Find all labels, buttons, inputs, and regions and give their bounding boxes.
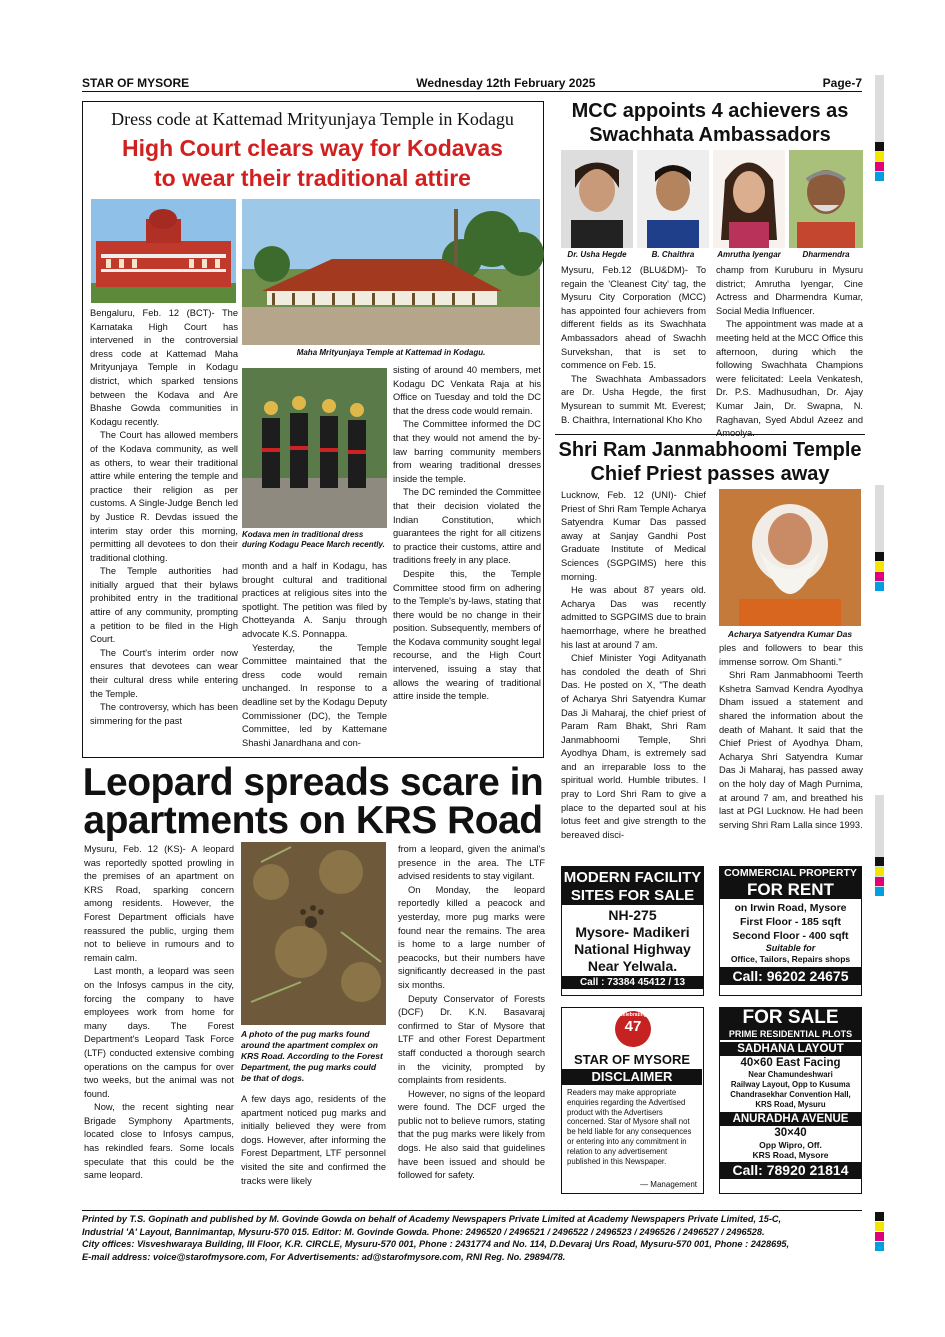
paragraph: sisting of around 40 members, met Kodagu DC Venkata Raja at his Office on Tuesday and told the DC that the dress code would remain. <box>393 365 541 416</box>
ad-line: Office, Tailors, Repairs shops <box>730 954 851 964</box>
ambassador-name-2: B. Chaithra <box>651 250 695 259</box>
ad-line: Second Floor - 400 sqft <box>732 930 849 942</box>
story1-column-3 <box>393 364 541 756</box>
paragraph: However, no signs of the leopard were found. The DCF urged the public not to believe rumors, stating that the pug marks were likely from dogs. He also said that guidelines have been issued and should be followed for safety. <box>398 1088 545 1181</box>
paragraph: Mysuru, Feb.12 (BLU&DM)- To regain the 'Cleanest City' tag, the Mysuru City Corporation (MCC) has appointed four achievers from different fields as its Swachhata Ambassadors ahead of Swachh Survekshan, that is set to commence on Feb. 15. <box>561 265 706 371</box>
ad-title <box>720 867 861 899</box>
paragraph: On Monday, the leopard reportedly killed a peacock and yesterday, more pug marks were found near the remains. The area is home to a large number of peacocks, but their numbers have significantly decreased in the past six months. <box>398 884 545 990</box>
ambassador-photo-2 <box>637 150 709 248</box>
headline-line-1: High Court clears way for Kodavas <box>122 135 503 161</box>
anniversary-badge <box>615 1011 651 1047</box>
registration-mark-magenta <box>875 572 884 581</box>
page-number: Page-7 <box>822 76 862 90</box>
registration-mark-magenta <box>875 877 884 886</box>
ad-title <box>562 867 703 905</box>
layout-name: SADHANA LAYOUT <box>720 1042 861 1056</box>
pug-marks-photo <box>241 842 386 1025</box>
registration-mark-yellow <box>875 1222 884 1231</box>
paragraph: from a leopard, given the animal's presence in the area. The LTF advised residents to stay vigilant. <box>398 844 545 882</box>
story-high-court <box>82 101 544 758</box>
headline-line-2: to wear their traditional attire <box>154 165 471 191</box>
story1-column-1 <box>90 307 238 757</box>
imprint-footer <box>82 1210 862 1263</box>
priest-photo-caption: Acharya Satyendra Kumar Das <box>727 629 853 639</box>
disclaimer-signature: — Management <box>640 1180 697 1189</box>
leopard-headline-2: apartments on KRS Road <box>83 799 543 842</box>
ambassador-name-4: Dharmendra <box>802 250 850 259</box>
ambassador-photos <box>561 150 863 262</box>
disclaimer-box <box>561 1007 704 1194</box>
paragraph: The Temple authorities had initially argued that their bylaws prohibited entry in the traditional attire of any community, prompting a petition to be filed in the High Court. <box>90 566 238 645</box>
ambassador-portrait-image <box>561 150 633 248</box>
high-court-photo <box>91 199 236 303</box>
ambassador-portrait-image <box>713 150 785 248</box>
paragraph: champ from Kuruburu in Mysuru district; Amrutha Iyengar, Cine Actress and Dharmendra Kumar, Social Media Influencer. <box>716 265 863 316</box>
ambassador-portrait-image <box>789 150 863 248</box>
ad-title-line-2: SITES FOR SALE <box>570 887 695 904</box>
paragraph: Mysuru, Feb. 12 (KS)- A leopard was reportedly spotted prowling in the premises of an apartment on KRS Road, sparking concern among residents. However, the Forest Department officials have reassured the public, urging them not to believe in rumours and to remain calm. <box>84 844 234 963</box>
leopard-headline-1: Leopard spreads scare in <box>82 761 544 804</box>
registration-mark-black <box>875 1212 884 1221</box>
ad-line: Near Chamundeshwari <box>748 1070 833 1079</box>
registration-mark-magenta <box>875 1232 884 1241</box>
ambassador-name-3: Amrutha Iyengar <box>717 250 781 259</box>
registration-mark-magenta <box>875 162 884 171</box>
masthead <box>82 76 862 92</box>
ad-line: on Irwin Road, Mysore <box>734 902 847 914</box>
ad-sites-for-sale[interactable] <box>561 866 704 996</box>
ad-for-rent[interactable] <box>719 866 862 996</box>
registration-mark-cyan <box>875 582 884 591</box>
plot-size: 30×40 <box>774 1127 807 1139</box>
paragraph: month and a half in Kodagu, has brought cultural and traditional practices at religious sites into the spotlight. The petition was filed by Chotteyanda A. Sanju through advocate K.S. Ponnappa. <box>242 561 387 639</box>
ad-line: Opp Wipro, Off. <box>759 1140 822 1150</box>
ad-call: Call: 78920 21814 <box>720 1162 861 1179</box>
paragraph: Despite this, the Temple Committee stood firm on adhering to the Temple's by-laws, stating that there would be no change in their position. Subsequently, members of the Kodava community sought legal recourse, and the High Court intervened, issuing a stay that allows the wearing of traditional attire inside the temple. <box>393 568 541 702</box>
ad-call: Call : 73384 45412 / 13 <box>562 976 703 989</box>
badge-top-text: Celebrating <box>619 1012 647 1018</box>
story-kicker: Dress code at Kattemad Mrityunjaya Temple in Kodagu <box>111 109 514 129</box>
story4-column-1 <box>561 489 706 859</box>
paragraph: ples and followers to bear this immense sorrow. Om Shanti." <box>719 643 863 667</box>
registration-mark-black <box>875 857 884 866</box>
ad-title-line-1: FOR SALE <box>742 1007 839 1028</box>
paragraph: Now, the recent sighting near Brigade Symphony Apartments, located close to Infosys campus, has rekindled fears. Some locals speculate that this could be the same leopard. <box>84 1102 234 1181</box>
paragraph: The Court has allowed members of the Kodava community, as well as others, to wear their traditional attire while entering the temple and practice their religion as per customs. A Single-Judge Bench led by Justice R. Devdas issued the interim stay order this morning, permitting all devotees to don their traditional clothing. <box>90 430 238 563</box>
ad-title <box>720 1008 861 1040</box>
imprint-line: Industrial 'A' Layout, Bannimantap, Mysuru-570 015. Editor: M. Govinde Gowda. Phone: 2496520 / 2496521 / 2496522 / 2496523 / 2496526 / 2496527 / 2496528. <box>82 1226 765 1237</box>
ad-line: Mysore- Madikeri <box>575 924 690 940</box>
paragraph: He was about 87 years old. Acharya Das was recently admitted to SGPGIMS due to brain haemorrhage, where he breathed his last at around 7 am. <box>561 585 706 650</box>
ambassador-name-1: Dr. Usha Hegde <box>567 250 627 259</box>
story3-column-1 <box>561 264 706 432</box>
ambassador-photo-3 <box>713 150 785 248</box>
plot-size: 40×60 East Facing <box>740 1057 841 1069</box>
pug-marks-caption: A photo of the pug marks found around the apartment complex on KRS Road. According to the Forest Department, the pug marks could be that of dogs. <box>241 1029 383 1083</box>
ad-line: Near Yelwala. <box>587 958 678 974</box>
disclaimer-title: DISCLAIMER <box>562 1069 702 1085</box>
kodava-march-caption: Kodava men in traditional dress during Kodagu Peace March recently. <box>242 530 385 549</box>
pug-marks-image <box>241 842 386 1025</box>
layout-name: ANURADHA AVENUE <box>720 1112 861 1126</box>
ad-call: Call: 96202 24675 <box>720 967 861 985</box>
paragraph: Deputy Conservator of Forests (DCF) Dr. K.N. Basavaraj confirmed to Star of Mysore that LTF and other Forest Department staff conducted a thorough search in the vicinity, prompted by complaints from residents. <box>398 993 545 1086</box>
ad-line: NH-275 <box>608 907 657 923</box>
paragraph: The Court's interim order now ensures that devotees can wear their cultural dress while entering the Temple. <box>90 647 238 699</box>
ad-line: KRS Road, Mysuru <box>755 1100 826 1109</box>
imprint-line: E-mail address: voice@starofmysore.com, For Advertisements: ad@starofmysore.com, RNI Reg. No. 29894/78. <box>82 1251 566 1262</box>
ad-plots-for-sale[interactable] <box>719 1007 862 1194</box>
ad-title-line-2: PRIME RESIDENTIAL PLOTS <box>728 1029 853 1039</box>
priest-headline-2: Chief Priest passes away <box>590 463 830 485</box>
ad-title-line-2: FOR RENT <box>747 880 834 899</box>
ad-line: First Floor - 185 sqft <box>740 916 841 928</box>
disclaimer-text: Readers may make appropriate enquiries regarding the Advertised product with the Advertisers concerned. Star of Mysore shall not be held liable for any consequences or entering into any commitment in relation to any advertisement published in this Newspaper. <box>567 1088 692 1166</box>
registration-mark-cyan <box>875 172 884 181</box>
story1-column-2 <box>242 560 387 756</box>
paragraph: Bengaluru, Feb. 12 (BCT)- The Karnataka High Court has intervened in the controversial dress code at Kattemad Maha Mrityunjaya Temple in Kodagu district, which sparked tensions between the Kodava and Are Bhashe Gowda communities in Kodagu recently. <box>90 308 238 427</box>
kodava-march-photo <box>242 368 387 528</box>
paragraph: A few days ago, residents of the apartment noticed pug marks and initially believed they were from dogs. However, after informing the Forest Department, LTF personnel visited the site and confirmed the tracks were likely <box>241 1094 386 1186</box>
ad-title-line-1: COMMERCIAL PROPERTY <box>724 867 857 879</box>
paragraph: Chief Minister Yogi Adityanath has condoled the death of Shri Das. He posted on X, "The death of Acharya Shri Satyendra Kumar Das Ji Maharaj, the chief priest of Param Ram Bhakt, Shri Ram Janmabhoomi Temple, Shri Ayodhya Dham, is extremely sad and an irreparable loss to the spiritual world. Humble tributes. I pray to Lord Shri Ram to give a place to the departed soul at his lotus feet and give strength to the bereaved disci- <box>561 653 706 840</box>
ambassador-photo-1 <box>561 150 633 248</box>
badge-number: 47 <box>624 1018 642 1035</box>
story4-column-2 <box>719 642 863 860</box>
registration-mark-cyan <box>875 1242 884 1251</box>
paragraph: The Swachhata Ambassadors are Dr. Usha Hegde, the first Mysurean to summit Mt. Everest; B. Chaithra, International Kho Kho <box>561 373 706 425</box>
paragraph: Last month, a leopard was seen on the Infosys campus in the city, forcing the company to have employees work from home for many days. The Forest Department's Leopard Task Force (LTF) conducted extensive combing operations on the campus for over two weeks, but the animal was not found. <box>84 966 234 1099</box>
ad-line: National Highway <box>574 941 691 957</box>
story2-column-2 <box>241 1093 386 1193</box>
ad-line: Chandrasekhar Convention Hall, <box>730 1090 851 1099</box>
high-court-building-image <box>91 199 236 303</box>
paragraph: The appointment was made at a meeting held at the MCC Office this afternoon, during which the following Swachhata Champions were felicitated: Leela Venkatesh, Dr. P.S. Madhusudhan, Dr. Ajay Kumar Jain, Dr. Swapna, N. Raghavan, Syed Abdul Azeez and Amoolya. <box>716 319 863 439</box>
ad-line: Railway Layout, Opp to Kusuma <box>730 1080 851 1089</box>
story2-column-3 <box>398 843 545 1193</box>
ambassador-portrait-image <box>637 150 709 248</box>
paper-name: STAR OF MYSORE <box>82 76 190 90</box>
story3-column-2 <box>716 264 863 439</box>
brand-name: STAR OF MYSORE <box>573 1052 691 1067</box>
temple-photo-caption: Maha Mrityunjaya Temple at Kattemad in Kodagu. <box>296 348 486 357</box>
kodava-men-image <box>242 368 387 528</box>
registration-mark-yellow <box>875 867 884 876</box>
registration-mark-yellow <box>875 562 884 571</box>
mcc-headline-1: MCC appoints 4 achievers as <box>571 100 849 122</box>
paragraph: Yesterday, the Temple Committee maintained that the dress code would remain unchanged. In response to a deadline set by the Kodagu Deputy Commissioner (DC), the Temple Committee, led by Kattemane Shashi Janardhana and con- <box>242 642 387 748</box>
priest-portrait-image <box>719 489 861 626</box>
priest-photo <box>719 489 861 626</box>
ad-title-line-1: MODERN FACILITY <box>563 869 702 886</box>
imprint-line: Printed by T.S. Gopinath and published by M. Govinde Gowda on behalf of Academy Newspapers Private Limited at Academy Newspapers Private Limited, 15-C, <box>82 1214 782 1224</box>
imprint-line: City offices: Visveshwaraya Building, III Floor, K.R. CIRCLE, Mysuru-570 001, Phone : 2431774 and No. 114, D.Devaraj Urs Road, Mysuru-570 001, Phone : 2428695, <box>82 1239 790 1249</box>
ad-line: Suitable for <box>765 943 816 953</box>
paragraph: Shri Ram Janmabhoomi Teerth Kshetra Samvad Kendra Ayodhya Dham issued a statement and shared the information about the death of Mahant. It said that the Chief Priest of Ayodhya Dham, Acharya Shri Satyendra Kumar Das Ji Maharaj, has passed away on the holy day of Magh Purnima, at around 7 am, and breathed his last at PGI Lucknow. He had been serving Shri Ram Lalla since 1993. <box>719 670 863 830</box>
mcc-headline-2: Swachhata Ambassadors <box>589 124 831 146</box>
ambassador-photo-4 <box>789 150 863 248</box>
registration-mark-cyan <box>875 887 884 896</box>
issue-date: Wednesday 12th February 2025 <box>416 76 596 90</box>
paragraph: The controversy, which has been simmering for the past <box>90 702 238 726</box>
temple-image <box>242 199 540 345</box>
paragraph: Lucknow, Feb. 12 (UNI)- Chief Priest of Shri Ram Temple Acharya Satyendra Kumar Das passed away at Sanjay Gandhi Post Graduate Institute of Medical Sciences (SGPGIMS) here this morning. <box>561 490 706 582</box>
registration-mark-yellow <box>875 152 884 161</box>
temple-photo <box>242 199 540 345</box>
registration-mark-black <box>875 552 884 561</box>
ad-line: KRS Road, Mysore <box>752 1150 829 1160</box>
story2-column-1 <box>84 843 234 1193</box>
registration-mark-black <box>875 142 884 151</box>
paragraph: The DC reminded the Committee that their decision violated the Indian Constitution, which guarantees the right for all citizens to practice their customs, attire and traditions freely in any place. <box>393 487 541 566</box>
priest-headline-1: Shri Ram Janmabhoomi Temple <box>558 439 862 461</box>
paragraph: The Committee informed the DC that they would not amend the by-law barring community members from wearing traditional dresses inside the temple. <box>393 419 541 484</box>
rule <box>555 434 865 435</box>
